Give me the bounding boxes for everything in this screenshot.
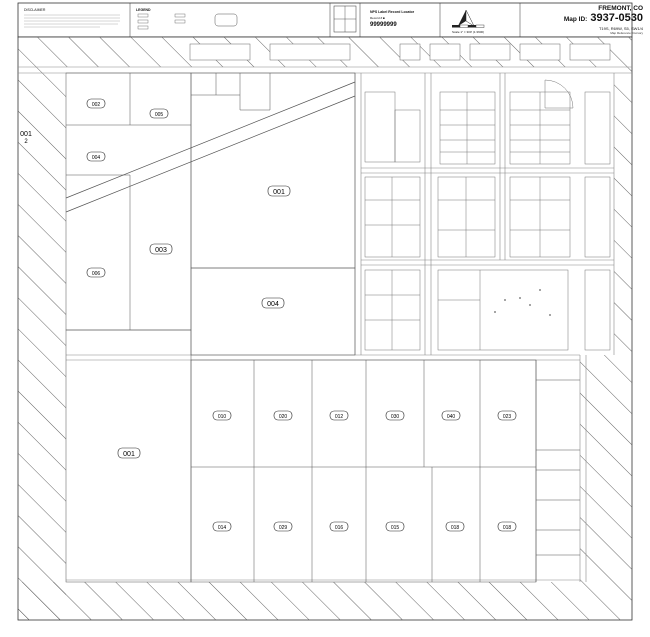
- disclaimer-title: DISCLAIMER: [24, 8, 46, 12]
- township-range: T19S, R69W, S5, SW1/4: [598, 26, 643, 31]
- parcel-003: 003: [155, 247, 167, 254]
- map-reference: Map Reference: Cursory: [610, 31, 643, 35]
- parcel-004-center: 004: [267, 301, 279, 308]
- legend-title: LEGEND: [136, 8, 151, 12]
- locator-title: NPS Label Record Locator: [370, 10, 415, 14]
- parcel-003-top: 002: [91, 102, 101, 108]
- parcel-001-center: 001: [123, 451, 135, 458]
- county-name: FREMONT, CO: [598, 5, 643, 12]
- parcel-001-main: 001: [273, 189, 285, 196]
- map-id-value: 3937-0530: [590, 12, 643, 24]
- scale-bar: [452, 25, 484, 28]
- parcel-018-b: 018: [502, 525, 512, 531]
- locator-record-label: Record # ■: [370, 16, 385, 20]
- parcel-004-top: 004: [91, 155, 101, 161]
- map-id: [548, 12, 643, 24]
- parcel-040: 040: [446, 414, 456, 420]
- parcel-012: 012: [334, 414, 344, 420]
- scale-text: Scale 1" = 300' (1:3600): [452, 30, 485, 34]
- map-id-label: Map ID:: [563, 16, 588, 23]
- parcel-010: 010: [217, 414, 227, 420]
- parcel-030: 030: [390, 414, 400, 420]
- parcel-005: 005: [154, 112, 164, 118]
- parcel-001-left: 001: [20, 131, 32, 138]
- parcel-001-left-sub: 2: [24, 139, 28, 145]
- parcel-014: 014: [217, 525, 227, 531]
- parcel-002: 006: [91, 271, 101, 277]
- parcel-029: 029: [278, 525, 288, 531]
- parcel-016: 016: [334, 525, 344, 531]
- parcel-015: 015: [390, 525, 400, 531]
- parcel-018-a: 018: [450, 525, 460, 531]
- parcel-023: 023: [502, 414, 512, 420]
- locator-number: 99999999: [370, 22, 397, 28]
- title-block: [18, 3, 632, 37]
- parcel-020: 020: [278, 414, 288, 420]
